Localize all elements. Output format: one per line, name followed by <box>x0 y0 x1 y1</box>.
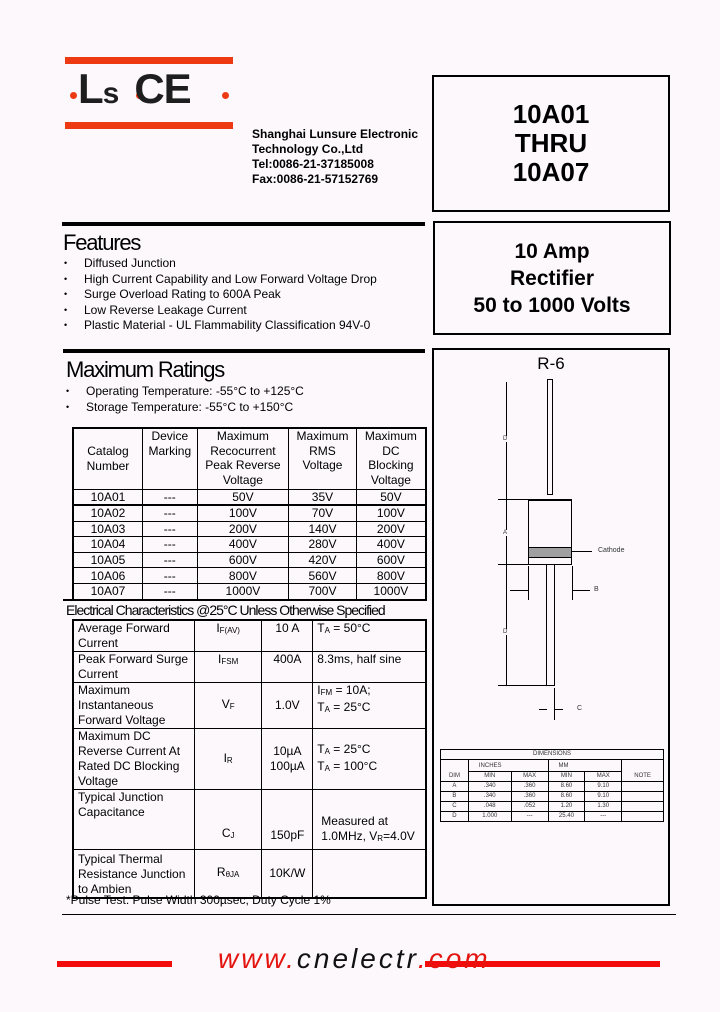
dimension-arrow <box>555 709 563 710</box>
table-row: 10A04 --- 400V 280V 400V <box>73 537 426 553</box>
col-header-vdc: Maximum DC Blocking Voltage <box>356 428 426 489</box>
table-row <box>73 729 426 790</box>
col-header-max: MAX <box>585 772 622 782</box>
website-tld: .com <box>417 943 491 974</box>
symbol-cell: IF(AV) <box>194 620 261 652</box>
extension-line <box>554 688 555 720</box>
top-lead <box>547 379 553 495</box>
desc-type: Rectifier <box>509 266 595 290</box>
description-box <box>433 221 671 335</box>
table-row <box>73 620 426 652</box>
col-header-dim: DIM <box>441 760 469 782</box>
ratings-list <box>66 384 304 415</box>
desc-current: 10 Amp <box>514 239 590 263</box>
col-header-min: MIN <box>468 772 511 782</box>
cathode-label: Cathode <box>598 547 625 554</box>
table-row: D 1.000 --- 25.40 --- <box>441 812 664 822</box>
value-cell: 10K/W <box>262 850 313 898</box>
website-www: www. <box>218 943 297 974</box>
feature-item: • Plastic Material - UL Flammability Classification 94V-0 <box>64 318 377 334</box>
footer-bar-left <box>57 961 172 967</box>
extension-line <box>498 499 528 500</box>
part-thru: THRU <box>514 128 588 158</box>
table-row <box>73 790 426 850</box>
bottom-lead <box>546 565 555 686</box>
col-header-vrms: Maximum RMS Voltage <box>289 428 357 489</box>
feature-item: • Low Reverse Leakage Current <box>64 303 377 319</box>
logo-bar-top <box>65 57 233 64</box>
symbol-cell: RθJA <box>194 850 261 898</box>
electrical-table <box>72 619 427 899</box>
table-row: 10A07 --- 1000V 700V 1000V <box>73 584 426 600</box>
param-cell: Typical Thermal Resistance Junction to Ambien <box>73 850 194 898</box>
footer-divider <box>62 914 676 915</box>
table-row: A .340 .360 8.60 9.10 <box>441 782 664 792</box>
section-divider <box>62 222 425 226</box>
company-info <box>252 127 418 187</box>
ratings-table <box>72 427 427 601</box>
param-cell: Maximum Instantaneous Forward Voltage <box>73 683 194 729</box>
section-divider <box>63 349 425 353</box>
features-list <box>64 256 377 334</box>
website-link[interactable] <box>218 943 491 975</box>
condition-cell: TA = 25°C TA = 100°C <box>313 729 426 790</box>
logo-s: s <box>102 77 119 110</box>
dimension-arrow <box>573 590 590 591</box>
rating-item: • Storage Temperature: -55°C to +150°C <box>66 400 304 416</box>
feature-item: • High Current Capability and Low Forward Voltage Drop <box>64 272 377 288</box>
param-cell: Peak Forward Surge Current <box>73 652 194 683</box>
table-row <box>73 652 426 683</box>
dim-label-d-top: D <box>503 436 508 442</box>
col-header-min: MIN <box>548 772 585 782</box>
part-first: 10A01 <box>512 99 590 129</box>
company-fax: Fax:0086-21-57152769 <box>252 172 379 186</box>
extension-line <box>498 685 546 686</box>
logo-ce: CE <box>134 65 191 112</box>
extension-line <box>498 564 528 565</box>
col-header-max: MAX <box>511 772 548 782</box>
part-last: 10A07 <box>512 157 590 187</box>
dimension-arrow <box>510 590 528 591</box>
pulse-footnote: *Pulse Test: Pulse Width 300µsec, Duty Cycle 1% <box>66 893 331 907</box>
table-row <box>73 683 426 729</box>
extension-line <box>528 566 529 600</box>
electrical-heading: Electrical Characteristics @25°C Unless Otherwise Specified <box>66 602 385 618</box>
condition-cell <box>313 850 426 898</box>
cathode-arrow <box>572 551 592 552</box>
dim-label-a: A <box>503 530 508 536</box>
dim-label-b: B <box>594 586 599 593</box>
features-heading: Features <box>63 230 141 255</box>
group-mm: MM <box>548 760 622 772</box>
table-row: 10A02 --- 100V 70V 100V <box>73 505 426 521</box>
value-cell: 10µA 100µA <box>262 729 313 790</box>
col-header-catalog: Catalog Number <box>73 428 142 489</box>
table-row <box>73 850 426 898</box>
value-cell: 400A <box>262 652 313 683</box>
table-row: 10A06 --- 800V 560V 800V <box>73 568 426 584</box>
feature-item: • Surge Overload Rating to 600A Peak <box>64 287 377 303</box>
value-cell: 10 A <box>262 620 313 652</box>
section-divider <box>63 599 425 601</box>
param-cell: Maximum DC Reverse Current At Rated DC Blocking Voltage <box>73 729 194 790</box>
table-row: 10A03 --- 200V 140V 200V <box>73 521 426 537</box>
group-inches: INCHES <box>468 760 548 772</box>
table-row: 10A01 --- 50V 35V 50V <box>73 489 426 505</box>
logo-l: L <box>78 65 103 112</box>
company-name-2: Technology Co.,Ltd <box>252 142 364 156</box>
table-row: 10A05 --- 600V 420V 600V <box>73 552 426 568</box>
condition-cell: TA = 50°C <box>313 620 426 652</box>
part-number-box <box>432 75 670 212</box>
rating-item: • Operating Temperature: -55°C to +125°C <box>66 384 304 400</box>
symbol-cell: IFSM <box>194 652 261 683</box>
logo-dot <box>222 92 229 99</box>
param-cell: Typical Junction Capacitance <box>73 790 194 850</box>
company-name: Shanghai Lunsure Electronic <box>252 127 419 141</box>
dimensions-title: DIMENSIONS <box>441 750 664 760</box>
table-row: B .340 .360 8.60 9.10 <box>441 792 664 802</box>
table-row: C .048 .052 1.20 1.30 <box>441 802 664 812</box>
condition-cell: 8.3ms, half sine <box>313 652 426 683</box>
col-header-marking: Device Marking <box>142 428 197 489</box>
cathode-band <box>529 547 571 558</box>
value-cell: 150pF <box>262 790 313 850</box>
company-tel: Tel:0086-21-37185008 <box>252 157 374 171</box>
condition-cell: IFM = 10A; TA = 25°C <box>313 683 426 729</box>
col-header-note: NOTE <box>622 760 664 782</box>
ratings-heading: Maximum Ratings <box>66 357 225 382</box>
symbol-cell: VF <box>194 683 261 729</box>
website-domain: cnelectr <box>296 943 418 974</box>
logo-bar-bottom <box>65 122 233 129</box>
dim-label-d-bottom: D <box>503 629 508 635</box>
desc-voltage: 50 to 1000 Volts <box>473 293 631 317</box>
logo-dot <box>70 92 77 99</box>
symbol-cell: CJ <box>194 790 261 850</box>
value-cell: 1.0V <box>262 683 313 729</box>
dim-label-c: C <box>577 705 583 712</box>
feature-item: • Diffused Junction <box>64 256 377 272</box>
extension-line <box>572 566 573 600</box>
package-name: R-6 <box>537 354 565 373</box>
symbol-cell: IR <box>194 729 261 790</box>
param-cell: Average Forward Current <box>73 620 194 652</box>
condition-cell: Measured at 1.0MHz, VR=4.0V <box>313 790 426 850</box>
dimensions-table <box>440 749 664 822</box>
dimension-arrow <box>539 709 547 710</box>
logo-text <box>78 65 191 112</box>
col-header-vrrm: Maximum Recocurrent Peak Reverse Voltage <box>197 428 288 489</box>
